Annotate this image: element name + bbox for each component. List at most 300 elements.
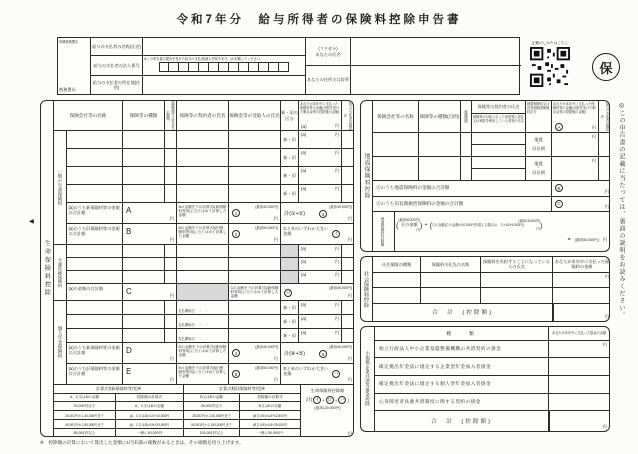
social-insurance-panel (360, 256, 610, 322)
recipient-input-cell[interactable] (229, 185, 281, 203)
sum-old-label: (a)のうち旧保険料等の金額の合計額 (67, 364, 123, 385)
calc-note-2: Bの金額を下の計算式Ⅱ(旧保険料等用)に当てはめて計算した金額 (177, 224, 229, 245)
contractor-input-cell[interactable] (177, 149, 229, 167)
company-input-cell[interactable] (373, 133, 419, 157)
formula-2-range: 50,001円から100,000円まで (184, 420, 240, 429)
equals-sign: = (567, 237, 571, 244)
confirm-cell (342, 131, 354, 149)
deduction-2-cell[interactable] (229, 224, 281, 245)
digit-box[interactable] (259, 62, 269, 72)
yen-label: 円 (604, 273, 609, 279)
sum-D-input[interactable] (123, 343, 177, 364)
contractor-input-cell[interactable] (177, 245, 229, 258)
amount-header-text: あなたが本年中に支払った保険料等の金額(分配を受けた剰余金等の控除後の金額) (300, 102, 340, 114)
social-total-input[interactable] (553, 304, 610, 321)
company-input-cell[interactable] (67, 258, 123, 271)
new-old-selector[interactable]: 新・旧 (281, 167, 299, 185)
confirm-cell (342, 301, 354, 315)
sum-old-row (67, 224, 354, 245)
digit-box[interactable] (209, 62, 219, 72)
company-input-cell[interactable] (67, 167, 123, 185)
period-input-cell[interactable] (165, 315, 177, 329)
period-input-cell[interactable] (165, 329, 177, 343)
sum-C-input[interactable] (123, 284, 177, 301)
deduction-5-cell[interactable] (229, 364, 281, 385)
amount-input-cell[interactable] (299, 167, 342, 185)
confirm-cell (342, 329, 354, 343)
mutual-total-row (375, 411, 609, 431)
table-row (67, 167, 354, 185)
new-old-na-cell (281, 245, 299, 258)
yen-label: 円 (347, 377, 352, 382)
new-old-selector[interactable]: 新・旧 (281, 131, 299, 149)
yen-label: 円 (273, 377, 278, 382)
col-amount-header (552, 101, 599, 133)
digit-box[interactable] (219, 62, 229, 72)
formula-text: ) (347, 397, 350, 403)
amount-input-cell[interactable] (299, 271, 342, 284)
circled-6: 6 (319, 350, 327, 358)
new-old-na-cell (281, 271, 299, 284)
general-life-block (54, 131, 354, 245)
company-input-cell[interactable] (373, 157, 419, 181)
col-company-header: 保険会社等の名称 (54, 101, 123, 131)
kind-input-cell[interactable] (123, 131, 165, 149)
col-contractor-header: 保険等の契約者の氏名 (177, 101, 229, 131)
a-mark: (a) (301, 186, 307, 191)
company-input-cell[interactable] (67, 131, 123, 149)
kind-input-cell[interactable] (123, 245, 165, 258)
yen-label: 円 (334, 168, 339, 173)
yen-label: 円 (273, 216, 278, 221)
recipient-input-cell[interactable] (229, 167, 281, 185)
contractor-input-cell[interactable] (177, 315, 229, 329)
amount-header-text: あなたが本年中に支払った保険料等の金額(分配を受けた剰余金等の控除後の金額) (553, 102, 596, 114)
contractor-input-cell[interactable] (177, 258, 229, 271)
kind-input-cell[interactable] (373, 273, 421, 289)
a-mark: (a) (301, 150, 307, 155)
digit-box[interactable] (269, 62, 279, 72)
amount-input-cell[interactable] (549, 394, 609, 412)
yen-label: 円 (347, 237, 352, 242)
your-name-label (306, 38, 351, 66)
digit-box[interactable] (249, 62, 259, 72)
sum-quake-label: Ⓐのうち地震保険料の金額の合計額 (373, 181, 552, 197)
yen-label: 円 (169, 216, 174, 221)
formula-2-range: 25,001円から50,000円まで (184, 411, 240, 420)
table-row (375, 376, 609, 394)
formula-2-col1-header: B又はEの金額 (184, 394, 240, 402)
amount-header: あなたが本年中に支払った掛金の金額 (549, 327, 609, 341)
period-input-cell[interactable] (165, 245, 177, 258)
period-input-cell[interactable] (461, 133, 472, 157)
col-amount-header: あなたが本年中に支払った保険料の金額 (553, 257, 610, 273)
a-mark: (a) (301, 168, 307, 173)
table-row (67, 245, 354, 258)
sum-new-label: (a)のうち新保険料等の金額の合計額 (67, 343, 123, 364)
yen-label: 円 (169, 377, 174, 382)
col-confirm-header: 給与の支払者の確認印 (599, 101, 610, 133)
amount-input-cell[interactable] (552, 157, 599, 181)
key-A: A (126, 206, 132, 215)
table-row (373, 288, 610, 304)
yen-label: 円 (591, 125, 596, 130)
formula-2-calc: B又はEの全額 (240, 402, 301, 411)
quake-oldlong-selector[interactable] (526, 157, 552, 181)
confirm-cell (342, 245, 354, 258)
contractor-input-cell[interactable] (177, 167, 229, 185)
mutual-row-label: 確定拠出年金法に規定する企業型年金加入者掛金 (375, 358, 549, 376)
yen-label: 円 (169, 293, 174, 298)
recipient-input-cell[interactable] (229, 301, 281, 315)
payee-input-cell[interactable] (421, 288, 481, 304)
pension-label: 個人年金保険料 (54, 301, 67, 385)
digit-box[interactable] (229, 62, 239, 72)
company-input-cell[interactable] (67, 329, 123, 343)
key-C: C (126, 287, 132, 296)
calc-note-C: Cの金額を下の計算式Ⅰ(新保険料等用)に当てはめて計算した金額 (229, 284, 281, 301)
sum-new-row (67, 203, 354, 224)
circled-i: イ (333, 231, 339, 236)
formula-2-title: 計算式Ⅱ(旧保険料等用)※ (184, 385, 301, 394)
life-insurance-panel (40, 100, 354, 437)
kind-input-cell[interactable] (123, 315, 165, 329)
plus-sign: + (334, 397, 338, 403)
quake-oldlong-selector[interactable] (526, 133, 552, 157)
contractor-input-cell[interactable] (177, 329, 229, 343)
a-mark: (a) (301, 330, 307, 335)
contractor-input-cell[interactable] (472, 157, 526, 169)
company-input-cell[interactable] (67, 271, 123, 284)
resident-input-cell[interactable] (472, 145, 526, 157)
quake-section-label: 地震保険料控除 (361, 101, 373, 251)
digit-box[interactable] (279, 62, 289, 72)
option-old-long[interactable]: 旧長期 (532, 169, 545, 175)
corp-number-input[interactable] (143, 56, 306, 75)
formula-1-range: 40,001円から80,000円まで (54, 420, 116, 429)
col-category-header: 地震保険料又は旧長期損害保険料区分 (526, 101, 552, 133)
digit-box[interactable] (169, 62, 179, 72)
col-person-header: 保険料を負担することになっている人の氏名 (481, 257, 553, 273)
larger-label: ②と③のいずれか大きい金額 (283, 226, 329, 237)
table-row (373, 133, 610, 157)
yen-label: 円 (604, 188, 609, 194)
amount-input-cell[interactable] (553, 273, 610, 289)
circled-i: イ (314, 397, 320, 402)
plus-sign: + (424, 222, 428, 229)
circled-C: C (555, 200, 563, 208)
recipient-input-cell[interactable] (229, 315, 281, 329)
period-input-cell[interactable] (165, 167, 177, 185)
company-input-cell[interactable] (67, 301, 123, 315)
recipient-input-cell[interactable] (229, 271, 281, 284)
max-note: (最高40,000円) (255, 345, 278, 349)
contractor-input-cell[interactable] (177, 301, 229, 315)
yen-label: 円 (347, 293, 352, 298)
new-old-selector[interactable]: 新・旧 (281, 301, 299, 315)
yen-label: 円 (334, 316, 339, 321)
yen-label: 円 (334, 259, 339, 264)
kind-input-cell[interactable] (123, 258, 165, 271)
max-note: (最高50,000円) (255, 366, 278, 370)
payer-address-input[interactable] (143, 76, 306, 94)
tax-office-box[interactable] (58, 38, 91, 94)
yen-label: 円 (604, 314, 609, 319)
sum-B-input[interactable] (552, 181, 610, 197)
col-amount-header (299, 101, 342, 131)
col-company-header: 保険会社等の名称 (373, 101, 419, 133)
period-input-cell[interactable] (165, 131, 177, 149)
formula-1-title: 計算式Ⅰ(新保険料等用)※ (54, 385, 184, 394)
circled-ro: ロ (327, 397, 333, 402)
quake-calc-label: 地震保険料控除額 (373, 212, 395, 251)
qr-block (526, 41, 574, 87)
larger-label: ⑤と⑥のいずれか大きい金額 (283, 366, 329, 377)
corp-number-boxes[interactable] (159, 62, 289, 72)
kind-input-cell[interactable] (123, 271, 165, 284)
col-kind-header: 保険等の種類 (123, 101, 165, 131)
kind-input-cell[interactable] (123, 301, 165, 315)
total-1-2-cell[interactable] (281, 203, 354, 224)
pay-start-label: 支払開始日 ・ ・ (178, 309, 209, 313)
recipient-input-cell[interactable] (229, 131, 281, 149)
kind-input-cell[interactable] (419, 157, 461, 181)
digit-box[interactable] (159, 62, 169, 72)
yen-label: 円 (334, 186, 339, 191)
amount-input-cell[interactable] (549, 341, 609, 359)
resident-input-cell[interactable] (472, 169, 526, 181)
person-input-cell[interactable] (481, 288, 553, 304)
larger-ha-cell[interactable] (281, 364, 354, 385)
max-note: (最高15,000円) (518, 219, 540, 224)
recipient-input-cell[interactable] (229, 258, 281, 271)
confirm-cell (342, 185, 354, 203)
option-quake[interactable]: 地震 (534, 160, 543, 166)
formula-tables (54, 385, 354, 437)
table-row (375, 358, 609, 376)
kind-input-cell[interactable] (419, 133, 461, 157)
qr-code (530, 47, 570, 87)
social-total-row (373, 304, 610, 321)
digit-box[interactable] (199, 62, 209, 72)
circled-2: 2 (232, 230, 240, 238)
amount-input-cell[interactable] (299, 315, 342, 329)
total-4-5-cell[interactable] (281, 343, 354, 364)
new-old-selector[interactable]: 新・旧 (281, 315, 299, 329)
larger-i-cell[interactable] (281, 224, 354, 245)
amount-input-cell[interactable] (299, 258, 342, 271)
yen-label: 円 (602, 423, 607, 429)
max-note: (最高40,000円) (329, 205, 352, 209)
kind-input-cell[interactable] (123, 149, 165, 167)
pay-start-label: 支払開始日 ・ ・ (178, 323, 209, 327)
table-row (67, 315, 354, 329)
max-note: (最高40,000円) (329, 345, 352, 349)
table-row (67, 258, 354, 271)
page-marker-arrow: ◀ (29, 218, 34, 225)
table-row (67, 329, 354, 343)
circled-ro: ロ (285, 290, 291, 295)
formula-2-col2-header: 控除額の計算式 (240, 394, 301, 402)
earthquake-insurance-panel (360, 100, 610, 252)
col-newold-header: 新・旧の区分 (281, 101, 299, 131)
new-old-selector[interactable]: 新・旧 (281, 329, 299, 343)
contractor-input-cell[interactable] (472, 133, 526, 145)
period-input-cell[interactable] (165, 185, 177, 203)
payer-address-label: 給与の支払者の所在地(住所) (91, 76, 143, 94)
contractor-input-cell[interactable] (177, 131, 229, 149)
payee-input-cell[interactable] (421, 273, 481, 289)
option-separator: ・ (536, 141, 541, 147)
period-input-cell[interactable] (165, 258, 177, 271)
max-note: (最高40,000円) (329, 286, 352, 290)
option-quake[interactable]: 地震 (534, 136, 543, 142)
life-total-max: (最高120,000円) (314, 406, 341, 410)
yen-label: 円 (273, 356, 278, 361)
formula-table-1 (54, 385, 184, 437)
kind-input-cell[interactable] (123, 167, 165, 185)
care-medical-block (54, 245, 354, 301)
mutual-row-label: 心身障害者扶養共済制度に関する契約の掛金 (375, 394, 549, 412)
mutual-aid-panel (360, 326, 610, 432)
digit-box[interactable] (179, 62, 189, 72)
sum-oldlong-row (373, 197, 610, 213)
deduction-1-cell[interactable] (229, 203, 281, 224)
recipient-input-cell[interactable] (229, 245, 281, 258)
total-formula: 計(①+②) (284, 211, 305, 217)
company-input-cell[interactable] (67, 245, 123, 258)
plus-sign: + (322, 397, 325, 403)
new-old-selector[interactable]: 新・旧 (281, 149, 299, 167)
quake-calc-area[interactable] (395, 212, 610, 251)
mutual-total-input[interactable] (549, 411, 609, 431)
amount-input-cell[interactable] (299, 185, 342, 203)
person-input-cell[interactable] (481, 273, 553, 289)
amount-input-cell[interactable] (299, 245, 342, 258)
period-input-cell[interactable] (461, 157, 472, 181)
yen-label: 円 (334, 302, 339, 307)
amount-input-cell[interactable] (549, 358, 609, 376)
contractor-input-cell[interactable] (177, 271, 229, 284)
resident-header: 保険等の対象となった家屋等に居住又は家財を利用している者等の氏名 (472, 114, 526, 133)
confirm-cell (342, 258, 354, 271)
circled-1: 1 (232, 209, 240, 217)
life-total-formula (306, 396, 349, 404)
sum-new-row (67, 343, 354, 364)
amount-input-cell[interactable] (553, 288, 610, 304)
formula-table-2 (184, 385, 301, 437)
col-kind-header: 保険等の種類(目的) (419, 101, 461, 133)
company-input-cell[interactable] (67, 315, 123, 329)
company-input-cell[interactable] (67, 149, 123, 167)
ho-stamp: 保 (592, 53, 620, 81)
recipient-input-cell[interactable] (229, 329, 281, 343)
your-name-text: あなたの氏名 (315, 51, 341, 57)
formula-1-range: 80,001円以上 (54, 429, 116, 437)
digit-box[interactable] (239, 62, 249, 72)
amount-input-cell[interactable] (299, 301, 342, 315)
period-input-cell[interactable] (165, 271, 177, 284)
period-input-cell[interactable] (165, 301, 177, 315)
deduction-ro-cell[interactable] (281, 284, 354, 301)
kind-input-cell[interactable] (123, 329, 165, 343)
table-row (373, 273, 610, 289)
payer-name-label: 給与の支払者の名称(氏名) (91, 38, 143, 56)
formula-2-range: 25,000円以下 (184, 402, 240, 411)
digit-box[interactable] (189, 62, 199, 72)
amount-input-cell[interactable] (552, 133, 599, 157)
your-address-input[interactable] (351, 66, 521, 94)
yen-label: 円 (347, 216, 352, 221)
formula-2-calc: (B又はE)×1/4+25,000円 (240, 420, 301, 429)
recipient-input-cell[interactable] (229, 149, 281, 167)
col-contractor-resident-header (472, 101, 526, 133)
formula-1-range: 20,000円以下 (54, 402, 116, 411)
circled-ha: ハ (333, 371, 339, 376)
your-name-input[interactable] (351, 38, 521, 66)
table-row (373, 157, 610, 181)
result-max-note: (最高50,000円) (574, 237, 599, 242)
yen-label: 円 (334, 132, 339, 137)
amount-input-cell[interactable] (299, 131, 342, 149)
table-row (375, 394, 609, 412)
yen-label: 円 (169, 356, 174, 361)
sum-quake-row (373, 181, 610, 197)
sum-B-input[interactable] (123, 224, 177, 245)
period-input-cell[interactable] (165, 149, 177, 167)
pay-start-label: 支払開始日 ・ ・ (178, 337, 209, 341)
table-row (67, 301, 354, 315)
option-old-long[interactable]: 旧長期 (532, 145, 545, 151)
amount-input-cell[interactable] (299, 329, 342, 343)
mutual-total-label: 合 計 (控除額) (375, 411, 549, 431)
payer-name-input[interactable] (143, 38, 306, 56)
col-kind-header: 社会保険の種類 (373, 257, 421, 273)
sum-C-input[interactable] (552, 197, 610, 213)
yen-label: 円 (169, 237, 174, 242)
circled-A-mark: A (555, 123, 563, 131)
deduction-4-cell[interactable] (229, 343, 281, 364)
confirm-cell (342, 167, 354, 185)
sum-A-input[interactable] (123, 203, 177, 224)
formula-text: 計( (305, 397, 313, 402)
sum-E-input[interactable] (123, 364, 177, 385)
yen-label: 円 (602, 341, 607, 347)
corp-number-note: ※この申告書の提出を受けた給与の支払者(個人を除きます。)が記載してください。 (144, 57, 264, 62)
formula-1-calc: 一律に40,000円 (116, 429, 184, 437)
amount-input-cell[interactable] (549, 376, 609, 394)
key-D: D (126, 346, 132, 355)
amount-input-cell[interactable] (299, 149, 342, 167)
kind-input-cell[interactable] (123, 185, 165, 203)
circled-5: 5 (232, 370, 240, 378)
sum-new-label: (a)のうち新保険料等の金額の合計額 (67, 203, 123, 224)
formula-1-col2-header: 控除額の計算式 (116, 394, 184, 402)
life-total-box[interactable] (301, 385, 354, 437)
bracket: ( (429, 220, 432, 230)
new-old-selector[interactable]: 新・旧 (281, 185, 299, 203)
yen-label: 円 (334, 150, 339, 155)
contractor-input-cell[interactable] (177, 185, 229, 203)
yen-label: 円 (334, 330, 339, 335)
header-table (57, 37, 520, 95)
total-formula: 計(④+⑤) (284, 351, 305, 357)
company-input-cell[interactable] (67, 185, 123, 203)
table-row (67, 149, 354, 167)
kind-input-cell[interactable] (373, 288, 421, 304)
confirm-cell (599, 157, 610, 181)
max-note: (最高50,000円) (398, 218, 420, 223)
